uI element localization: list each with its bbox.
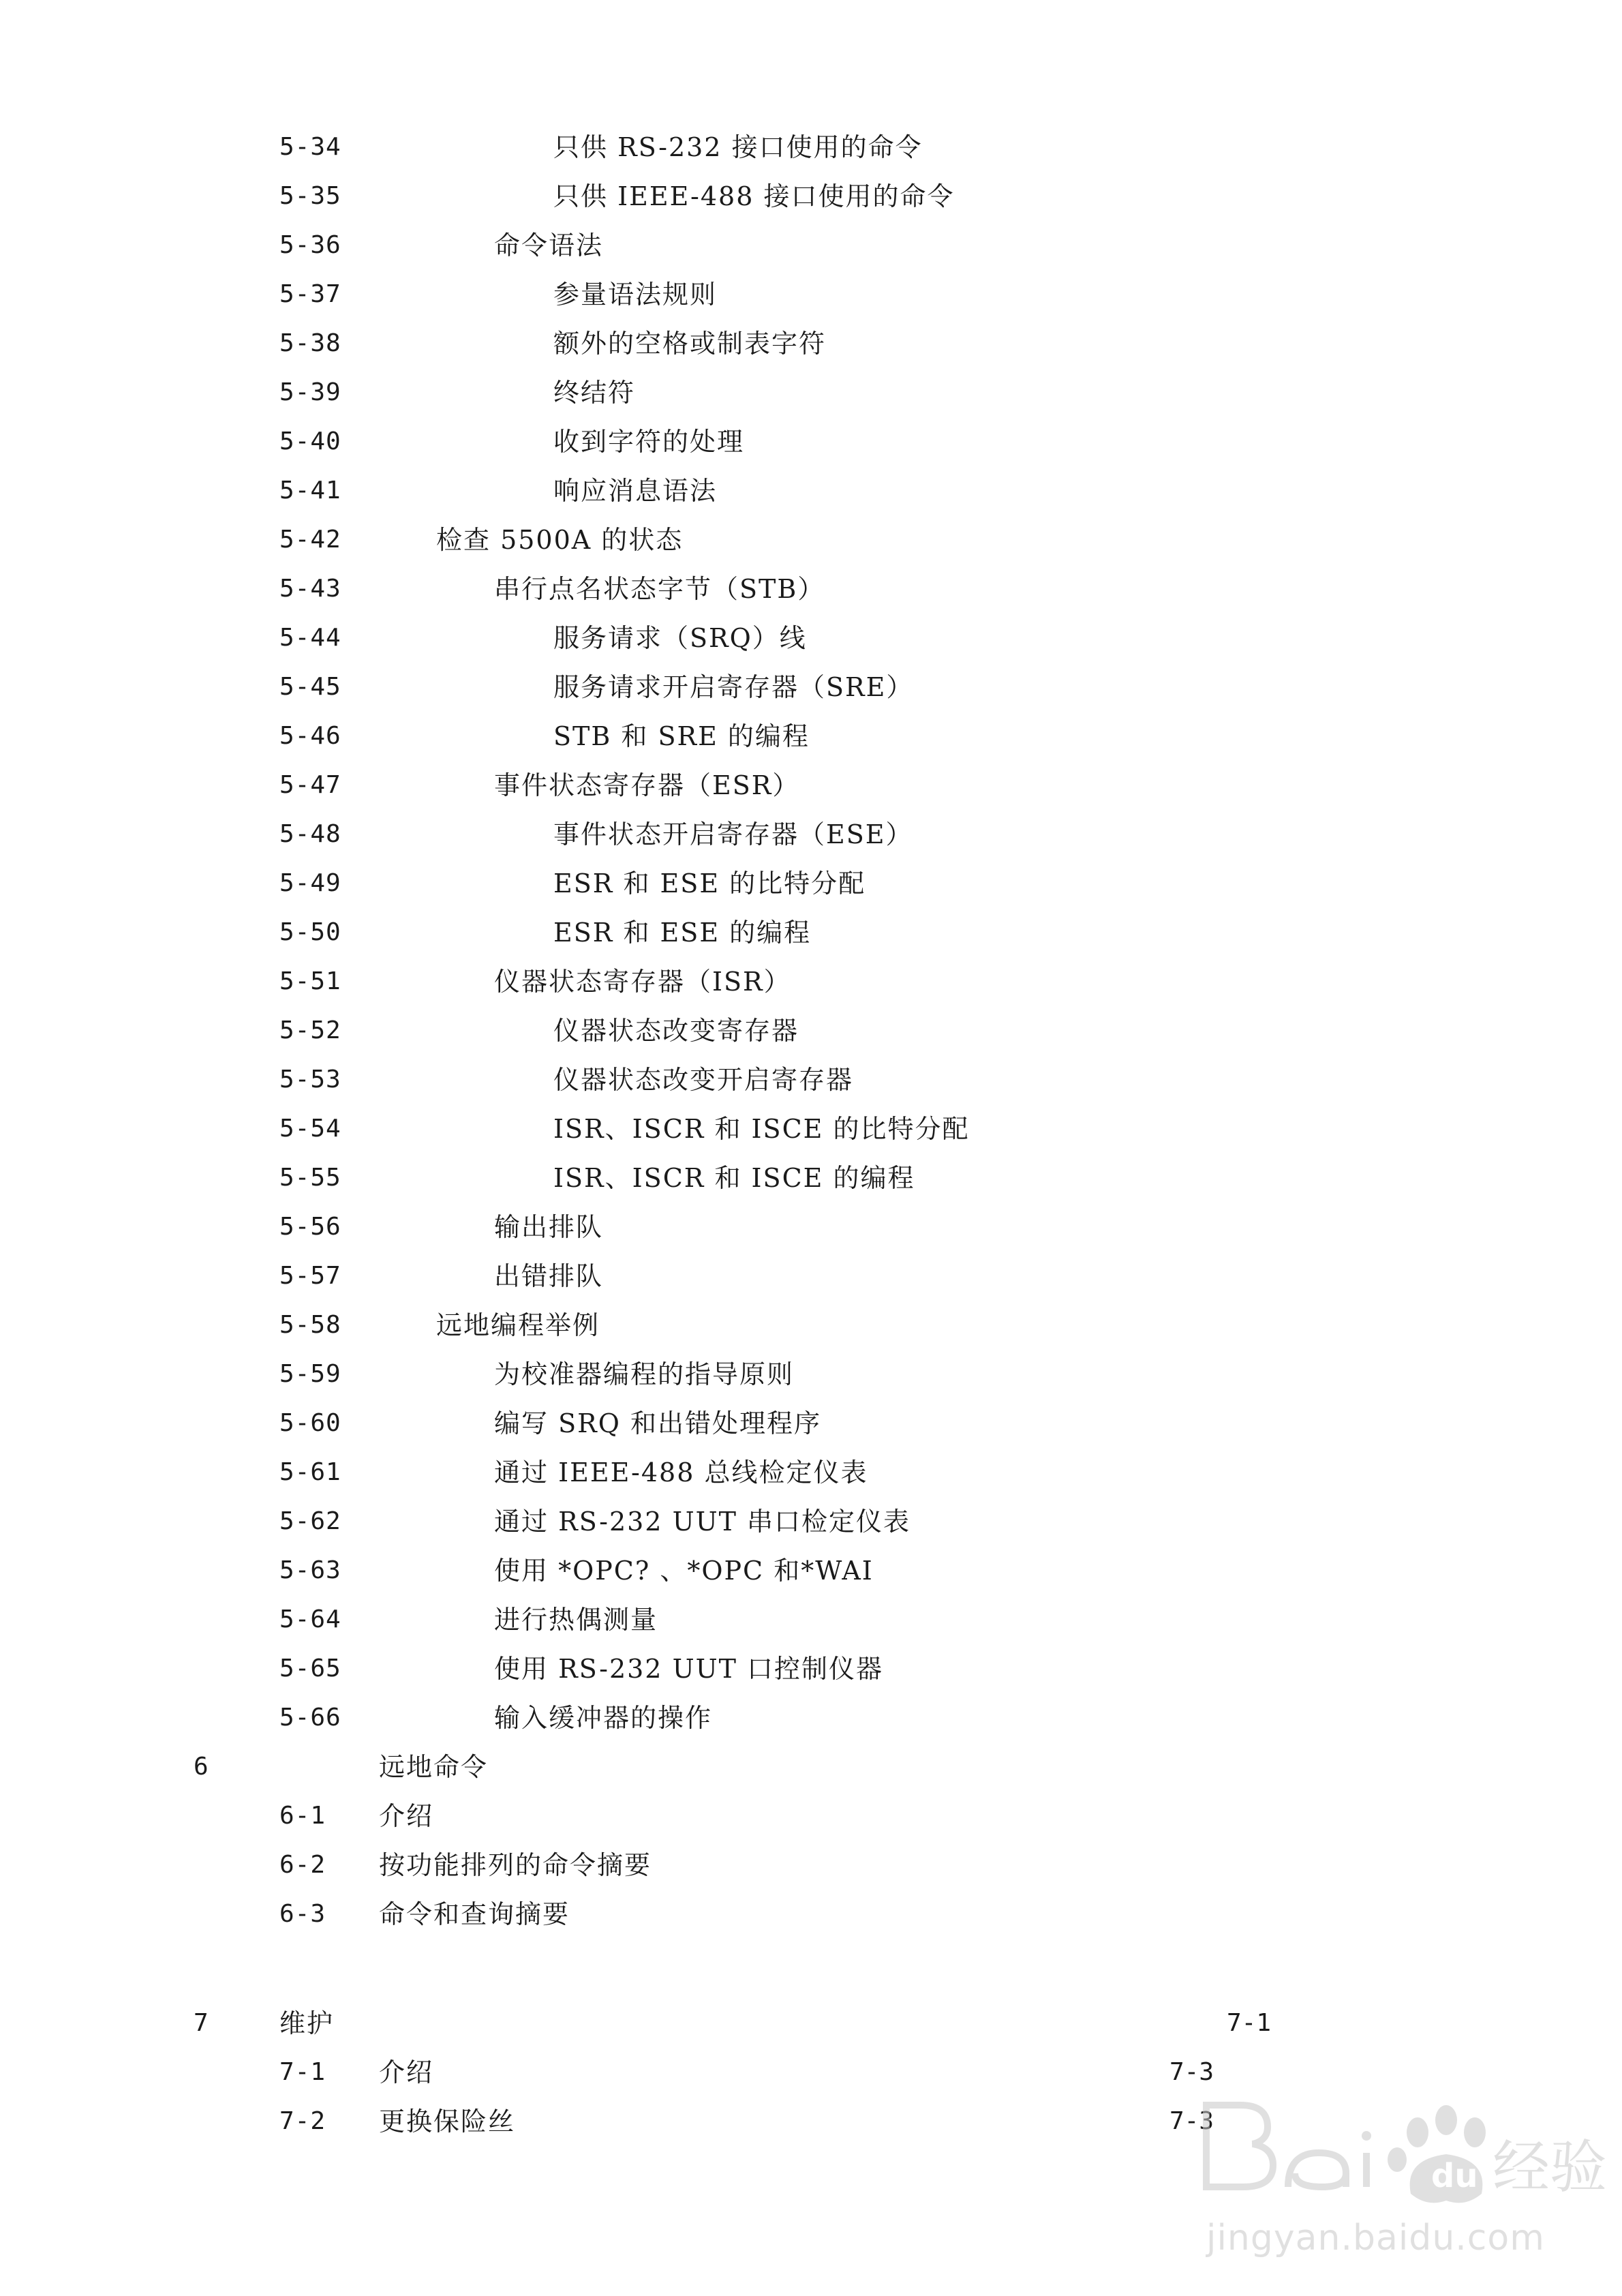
section-number: 7-2 xyxy=(279,2107,326,2135)
section-number: 5-58 xyxy=(279,1311,341,1339)
section-title: 编写 SRQ 和出错处理程序 xyxy=(494,1408,821,1438)
section-title: 介绍 xyxy=(379,1801,434,1831)
section-number: 5-49 xyxy=(279,869,341,897)
section-title: ESR 和 ESE 的编程 xyxy=(553,918,812,948)
page-number: 7-3 xyxy=(1169,2107,1214,2135)
section-title: 为校准器编程的指导原则 xyxy=(494,1359,795,1389)
section-title: 使用 *OPC? 、*OPC 和*WAI xyxy=(494,1556,874,1586)
section-number: 5-56 xyxy=(279,1213,341,1241)
watermark-jingyan-text: 经验 xyxy=(1493,2134,1608,2201)
section-title: ISR、ISCR 和 ISCE 的比特分配 xyxy=(553,1114,970,1144)
section-title: 介绍 xyxy=(379,2057,434,2087)
section-title: 输入缓冲器的操作 xyxy=(494,1703,713,1733)
section-title: 只供 IEEE-488 接口使用的命令 xyxy=(553,181,955,211)
section-number: 5-40 xyxy=(279,427,341,455)
section-title: 通过 IEEE-488 总线检定仪表 xyxy=(494,1457,868,1487)
section-number: 6-2 xyxy=(279,1851,326,1879)
section-number: 7-1 xyxy=(279,2058,326,2086)
section-title: 仪器状态改变开启寄存器 xyxy=(553,1065,854,1095)
page-number: 7-1 xyxy=(1227,2009,1272,2037)
section-title: ESR 和 ESE 的比特分配 xyxy=(553,868,866,898)
section-number: 5-41 xyxy=(279,477,341,504)
section-number: 5-36 xyxy=(279,231,341,259)
section-number: 5-65 xyxy=(279,1655,341,1682)
section-number: 5-34 xyxy=(279,133,341,161)
section-number: 5-48 xyxy=(279,820,341,848)
section-title: 通过 RS-232 UUT 串口检定仪表 xyxy=(494,1507,911,1537)
section-title: STB 和 SRE 的编程 xyxy=(553,721,810,751)
section-number: 5-35 xyxy=(279,182,341,210)
section-title: 出错排队 xyxy=(494,1261,604,1291)
chapter-number: 6 xyxy=(194,1753,209,1781)
section-number: 5-54 xyxy=(279,1115,341,1143)
section-number: 5-55 xyxy=(279,1164,341,1192)
section-title: 事件状态寄存器（ESR） xyxy=(494,770,800,800)
section-title: 检查 5500A 的状态 xyxy=(436,525,684,555)
section-number: 5-57 xyxy=(279,1262,341,1290)
section-title: 收到字符的处理 xyxy=(553,427,745,457)
section-number: 5-53 xyxy=(279,1066,341,1093)
section-title: 参量语法规则 xyxy=(553,280,718,309)
section-number: 5-46 xyxy=(279,722,341,750)
section-number: 5-45 xyxy=(279,673,341,701)
section-title: 命令和查询摘要 xyxy=(379,1899,570,1929)
section-number: 5-64 xyxy=(279,1605,341,1633)
baidu-logo-icon xyxy=(1193,2078,1608,2214)
section-number: 5-47 xyxy=(279,771,341,799)
section-title: 服务请求（SRQ）线 xyxy=(553,623,807,653)
baidu-jingyan-watermark xyxy=(1193,2064,1608,2269)
section-title: 按功能排列的命令摘要 xyxy=(379,1850,652,1880)
section-number: 5-52 xyxy=(279,1016,341,1044)
section-title: 更换保险丝 xyxy=(379,2106,516,2136)
section-number: 5-44 xyxy=(279,624,341,652)
section-number: 6-1 xyxy=(279,1802,326,1830)
section-title: 进行热偶测量 xyxy=(494,1605,658,1635)
section-number: 5-42 xyxy=(279,526,341,554)
section-number: 5-59 xyxy=(279,1360,341,1388)
chapter-number: 7 xyxy=(194,2009,209,2037)
section-title: 输出排队 xyxy=(494,1212,604,1242)
section-number: 5-66 xyxy=(279,1704,341,1732)
section-title: 仪器状态寄存器（ISR） xyxy=(494,967,791,997)
section-number: 5-61 xyxy=(279,1458,341,1486)
section-number: 5-63 xyxy=(279,1556,341,1584)
section-title: 事件状态开启寄存器（ESE） xyxy=(553,819,913,849)
section-number: 6-3 xyxy=(279,1900,326,1928)
section-title: 响应消息语法 xyxy=(553,476,718,506)
section-title: 命令语法 xyxy=(494,230,604,260)
section-title: 串行点名状态字节（STB） xyxy=(494,574,825,604)
section-number: 5-62 xyxy=(279,1507,341,1535)
section-number: 5-50 xyxy=(279,918,341,946)
section-title: 仪器状态改变寄存器 xyxy=(553,1016,799,1046)
section-number: 5-38 xyxy=(279,329,341,357)
chapter-title: 维护 xyxy=(279,2008,335,2038)
section-number: 5-39 xyxy=(279,378,341,406)
section-number: 5-60 xyxy=(279,1409,341,1437)
chapter-title: 远地命令 xyxy=(379,1752,489,1782)
section-title: 额外的空格或制表字符 xyxy=(553,329,827,359)
section-number: 5-51 xyxy=(279,967,341,995)
page-number: 7-3 xyxy=(1169,2058,1214,2086)
section-title: 终结符 xyxy=(553,378,636,408)
section-title: 使用 RS-232 UUT 口控制仪器 xyxy=(494,1654,884,1684)
section-title: 远地编程举例 xyxy=(436,1310,600,1340)
watermark-url: jingyan.baidu.com xyxy=(1206,2218,1545,2259)
section-title: 服务请求开启寄存器（SRE） xyxy=(553,672,914,702)
section-title: ISR、ISCR 和 ISCE 的编程 xyxy=(553,1163,915,1193)
section-title: 只供 RS-232 接口使用的命令 xyxy=(553,132,923,162)
svg-text:du: du xyxy=(1431,2157,1478,2195)
section-number: 5-43 xyxy=(279,575,341,603)
section-number: 5-37 xyxy=(279,280,341,308)
